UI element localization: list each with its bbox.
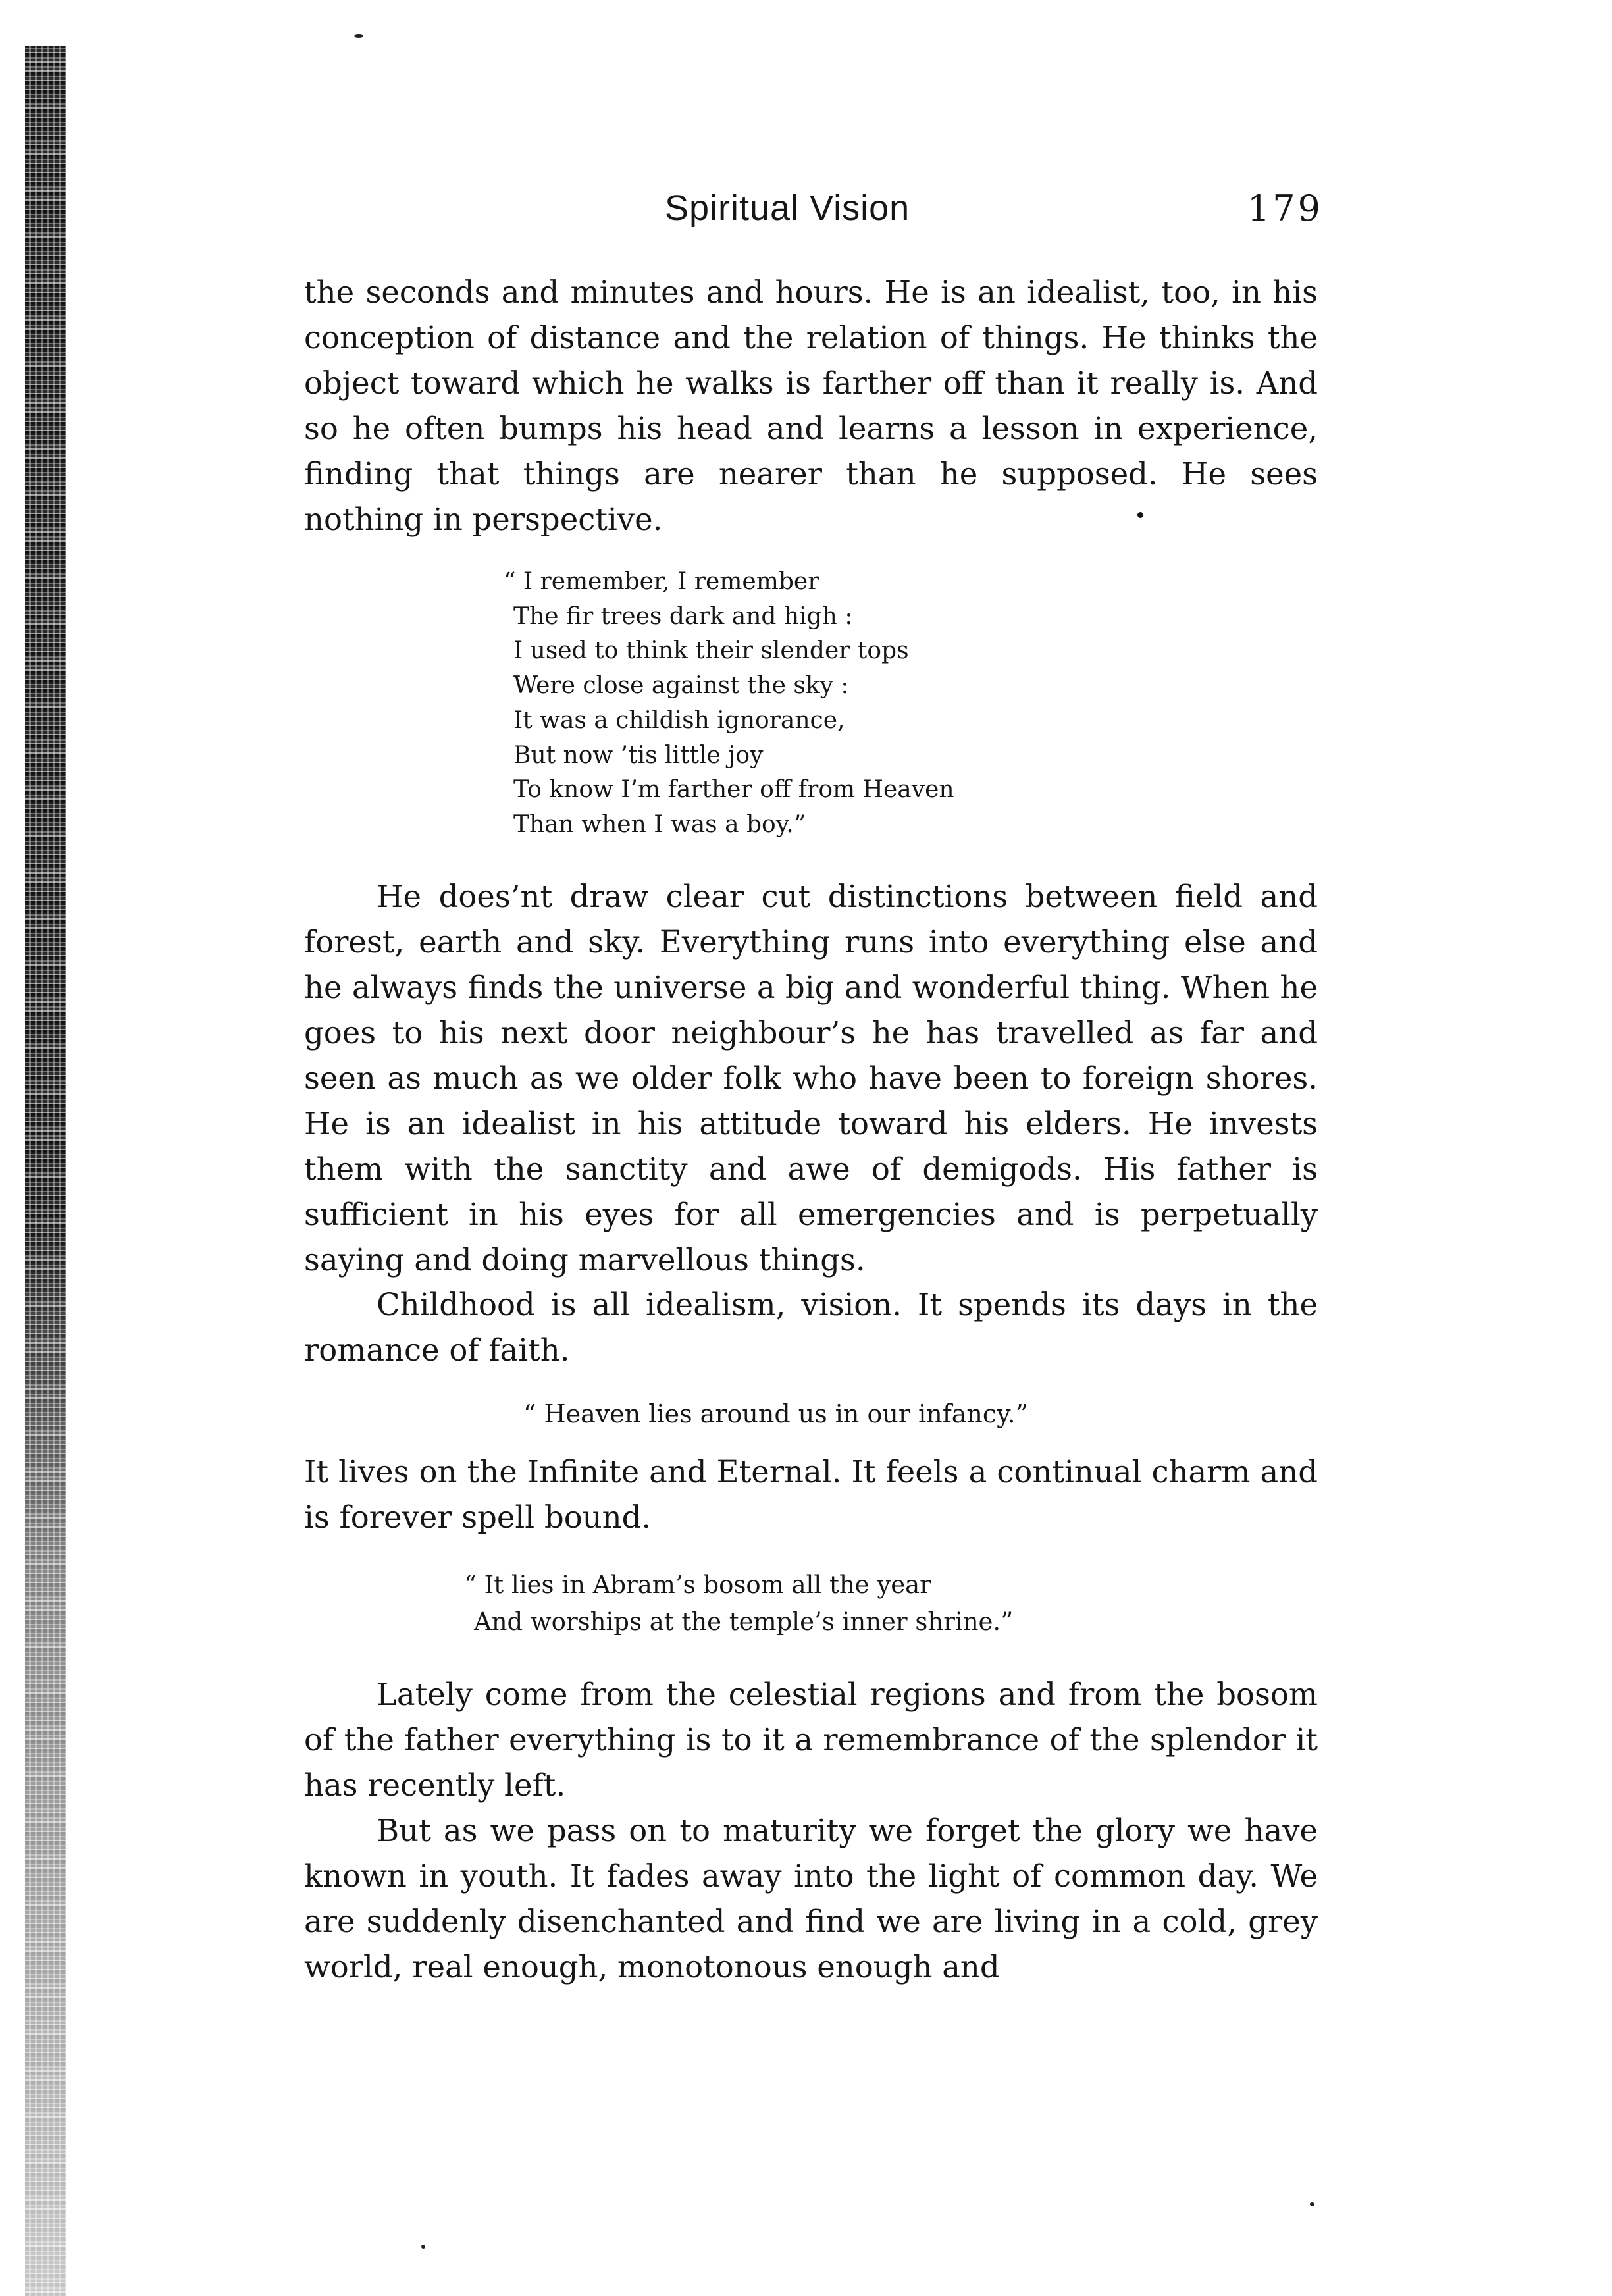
verse-line: The fir trees dark and high : [513,602,853,630]
paragraph-text: He does’nt draw clear cut distinctions between field and forest, earth and sky. Everything runs into everything else and he always finds the universe a big and wonderful thing. When he goes to his next door neighbour’s he has travelled as far and seen as much as we older folk who have been to foreign shores. He is an idealist in his attitude toward his elders. He invests them with the sanctity and awe of demigods. His father is sufficient in his eyes for all emergencies and is perpetually saying and doing marvellous things. [304,879,1318,1278]
paragraph-6 [304,1808,1318,1990]
scanned-binding-edge [25,46,66,2296]
verse-line: It was a childish ignorance, [513,706,845,734]
page-header [303,188,1330,247]
verse-quotation-1 [504,565,954,843]
scan-speck [1310,2202,1314,2206]
paragraph-text: Childhood is all idealism, vision. It spends its days in the romance of faith. [304,1287,1318,1368]
paragraph-text: But as we pass on to maturity we forget the glory we have known in youth. It fades away into the light of common day. We are suddenly disenchanted and find we are living in a cold, grey world, real enough, monotonous enough and [304,1813,1318,1985]
verse-line: “ I remember, I remember [504,568,819,595]
paragraph-4 [304,1449,1318,1540]
verse-quotation-3 [464,1567,1013,1640]
paragraph-text: Lately come from the celestial regions and from the bosom of the father everything is to it a remembrance of the splendor it has recently left. [304,1677,1318,1803]
paragraph-2 [304,874,1318,1283]
running-title: Spiritual Vision [665,188,910,228]
verse-quotation-2: “ Heaven lies around us in our infancy.” [523,1399,1029,1428]
paragraph-text: It lives on the Infinite and Eternal. It feels a continual charm and is forever spell bound. [304,1454,1318,1535]
verse-line: But now ’tis little joy [513,741,764,769]
scan-speck [354,34,363,38]
verse-line: I used to think their slender tops [513,637,909,665]
verse-line: Than when I was a boy.” [513,810,806,838]
verse-line: Were close against the sky : [513,672,849,700]
verse-line: To know I’m farther off from Heaven [513,776,954,804]
paragraph-3 [304,1282,1318,1373]
scan-speck [421,2245,425,2249]
stray-mark [1137,512,1143,518]
paragraph-5 [304,1672,1318,1808]
verse-line: And worships at the temple’s inner shrine.” [474,1607,1014,1636]
paragraph-1 [304,270,1318,542]
page-number: 179 [1247,188,1323,229]
paragraph-text: the seconds and minutes and hours. He is an idealist, too, in his conception of distance and the relation of things. He thinks the object toward which he walks is farther off than it really is. And so he often bumps his head and learns a lesson in experience, finding that things are nearer than he supposed. He sees nothing in perspective. [304,274,1318,537]
verse-line: “ It lies in Abram’s bosom all the year [464,1571,931,1599]
